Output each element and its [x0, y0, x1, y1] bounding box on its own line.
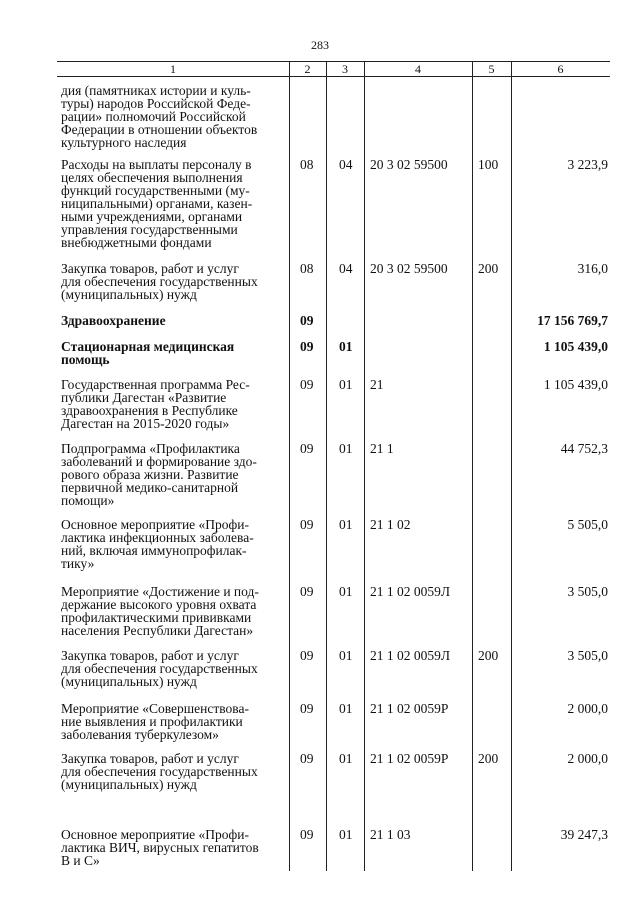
- header-col-1: 1: [170, 62, 176, 76]
- row-c2-value: 09: [300, 827, 314, 842]
- row-c6-value: 2 000,0: [567, 751, 608, 766]
- page-number: 283: [311, 38, 329, 52]
- row-c3-value: 04: [339, 261, 353, 276]
- row-label: Мероприятие «Достижение и под- держание высокого уровня охвата профилактическими прививками населения Республики Дагестан»: [61, 584, 259, 638]
- row-c2-value: 09: [300, 339, 314, 354]
- row-c5-value: 100: [478, 157, 499, 172]
- row-c4-value: 21 1 02 0059Л: [370, 648, 451, 663]
- header-col-6: 6: [557, 62, 564, 76]
- row-c6-value: 1 105 439,0: [543, 377, 608, 392]
- row-label: Основное мероприятие «Профи- лактика инфекционных заболева- ний, включая иммунопрофилак- тику»: [61, 517, 254, 571]
- row-c3-value: 01: [339, 701, 353, 716]
- row-c2-value: 09: [300, 751, 314, 766]
- row-c5-value: 200: [478, 648, 499, 663]
- row-c6-value: 2 000,0: [567, 701, 608, 716]
- row-c6-value: 44 752,3: [560, 441, 608, 456]
- row-c3-value: 01: [339, 827, 353, 842]
- row-c3-value: 01: [339, 751, 353, 766]
- row-c2-value: 09: [300, 648, 314, 663]
- header-col-4: 4: [415, 62, 421, 76]
- row-c2-value: 09: [300, 701, 314, 716]
- column-divider: [364, 61, 365, 871]
- row-label: Закупка товаров, работ и услуг для обеспечения государственных (муниципальных) нужд: [61, 261, 258, 302]
- row-c4-value: 21 1 02 0059Л: [370, 584, 451, 599]
- row-c3-value: 04: [339, 157, 353, 172]
- row-c2-value: 08: [300, 261, 314, 276]
- row-c6-value: 5 505,0: [567, 517, 608, 532]
- row-c6-value: 17 156 769,7: [537, 313, 608, 328]
- row-c6-value: 3 505,0: [567, 648, 608, 663]
- row-c4-value: 20 3 02 59500: [370, 157, 448, 172]
- row-c3-value: 01: [339, 517, 353, 532]
- row-c6-value: 316,0: [577, 261, 608, 276]
- row-c2-value: 09: [300, 377, 314, 392]
- row-c4-value: 21 1 03: [370, 827, 411, 842]
- row-c3-value: 01: [339, 584, 353, 599]
- header-col-5: 5: [488, 62, 495, 76]
- row-c2-value: 08: [300, 157, 314, 172]
- row-c6-value: 3 505,0: [567, 584, 608, 599]
- row-label: Государственная программа Рес- публики Дагестан «Развитие здравоохранения в Республике Дагестан на 2015-2020 годы»: [61, 377, 250, 431]
- row-c3-value: 01: [339, 339, 353, 354]
- row-c4-value: 21 1 02: [370, 517, 411, 532]
- column-divider: [472, 61, 473, 871]
- row-c4-value: 21 1: [370, 441, 394, 456]
- row-c3-value: 01: [339, 648, 353, 663]
- row-c2-value: 09: [300, 441, 314, 456]
- row-label: дия (памятниках истории и куль- туры) народов Российской Федe- рации» полномочий Российской Федерации в отношении объектов культурного наследия: [61, 83, 258, 150]
- row-label: Расходы на выплаты персоналу в целях обеспечения выполнения функций государственными (му- ниципальными) органами, казен- ными учреждениями, органами управления государственными внебюджетными фондами: [61, 157, 253, 250]
- row-label: Стационарная медицинская помощь: [61, 339, 235, 367]
- row-c3-value: 01: [339, 441, 353, 456]
- row-c4-value: 20 3 02 59500: [370, 261, 448, 276]
- row-label: Мероприятие «Совершенствова- ние выявления и профилактики заболевания туберкулезом»: [61, 701, 249, 742]
- row-c2-value: 09: [300, 517, 314, 532]
- row-c5-value: 200: [478, 751, 499, 766]
- row-c4-value: 21 1 02 0059Р: [370, 701, 449, 716]
- row-label: Подпрограмма «Профилактика заболеваний и формирование здо- рового образа жизни. Развитие первичной медико-санитарной помощи»: [61, 441, 257, 508]
- row-c4-value: 21 1 02 0059Р: [370, 751, 449, 766]
- row-label: Закупка товаров, работ и услуг для обеспечения государственных (муниципальных) нужд: [61, 648, 258, 689]
- row-label: Основное мероприятие «Профи- лактика ВИЧ, вирусных гепатитов В и С»: [61, 827, 259, 868]
- row-label: Закупка товаров, работ и услуг для обеспечения государственных (муниципальных) нужд: [61, 751, 258, 792]
- header-col-3: 3: [342, 62, 348, 76]
- row-c4-value: 21: [370, 377, 384, 392]
- header-col-2: 2: [304, 62, 311, 76]
- row-c5-value: 200: [478, 261, 499, 276]
- header-bottom-border: [57, 76, 610, 77]
- column-divider: [289, 61, 290, 871]
- row-c6-value: 1 105 439,0: [543, 339, 608, 354]
- row-c3-value: 01: [339, 377, 353, 392]
- column-divider: [326, 61, 327, 871]
- row-c2-value: 09: [300, 313, 314, 328]
- row-label: Здравоохранение: [61, 313, 166, 328]
- column-divider: [511, 61, 512, 871]
- row-c6-value: 39 247,3: [560, 827, 608, 842]
- row-c2-value: 09: [300, 584, 314, 599]
- row-c6-value: 3 223,9: [567, 157, 608, 172]
